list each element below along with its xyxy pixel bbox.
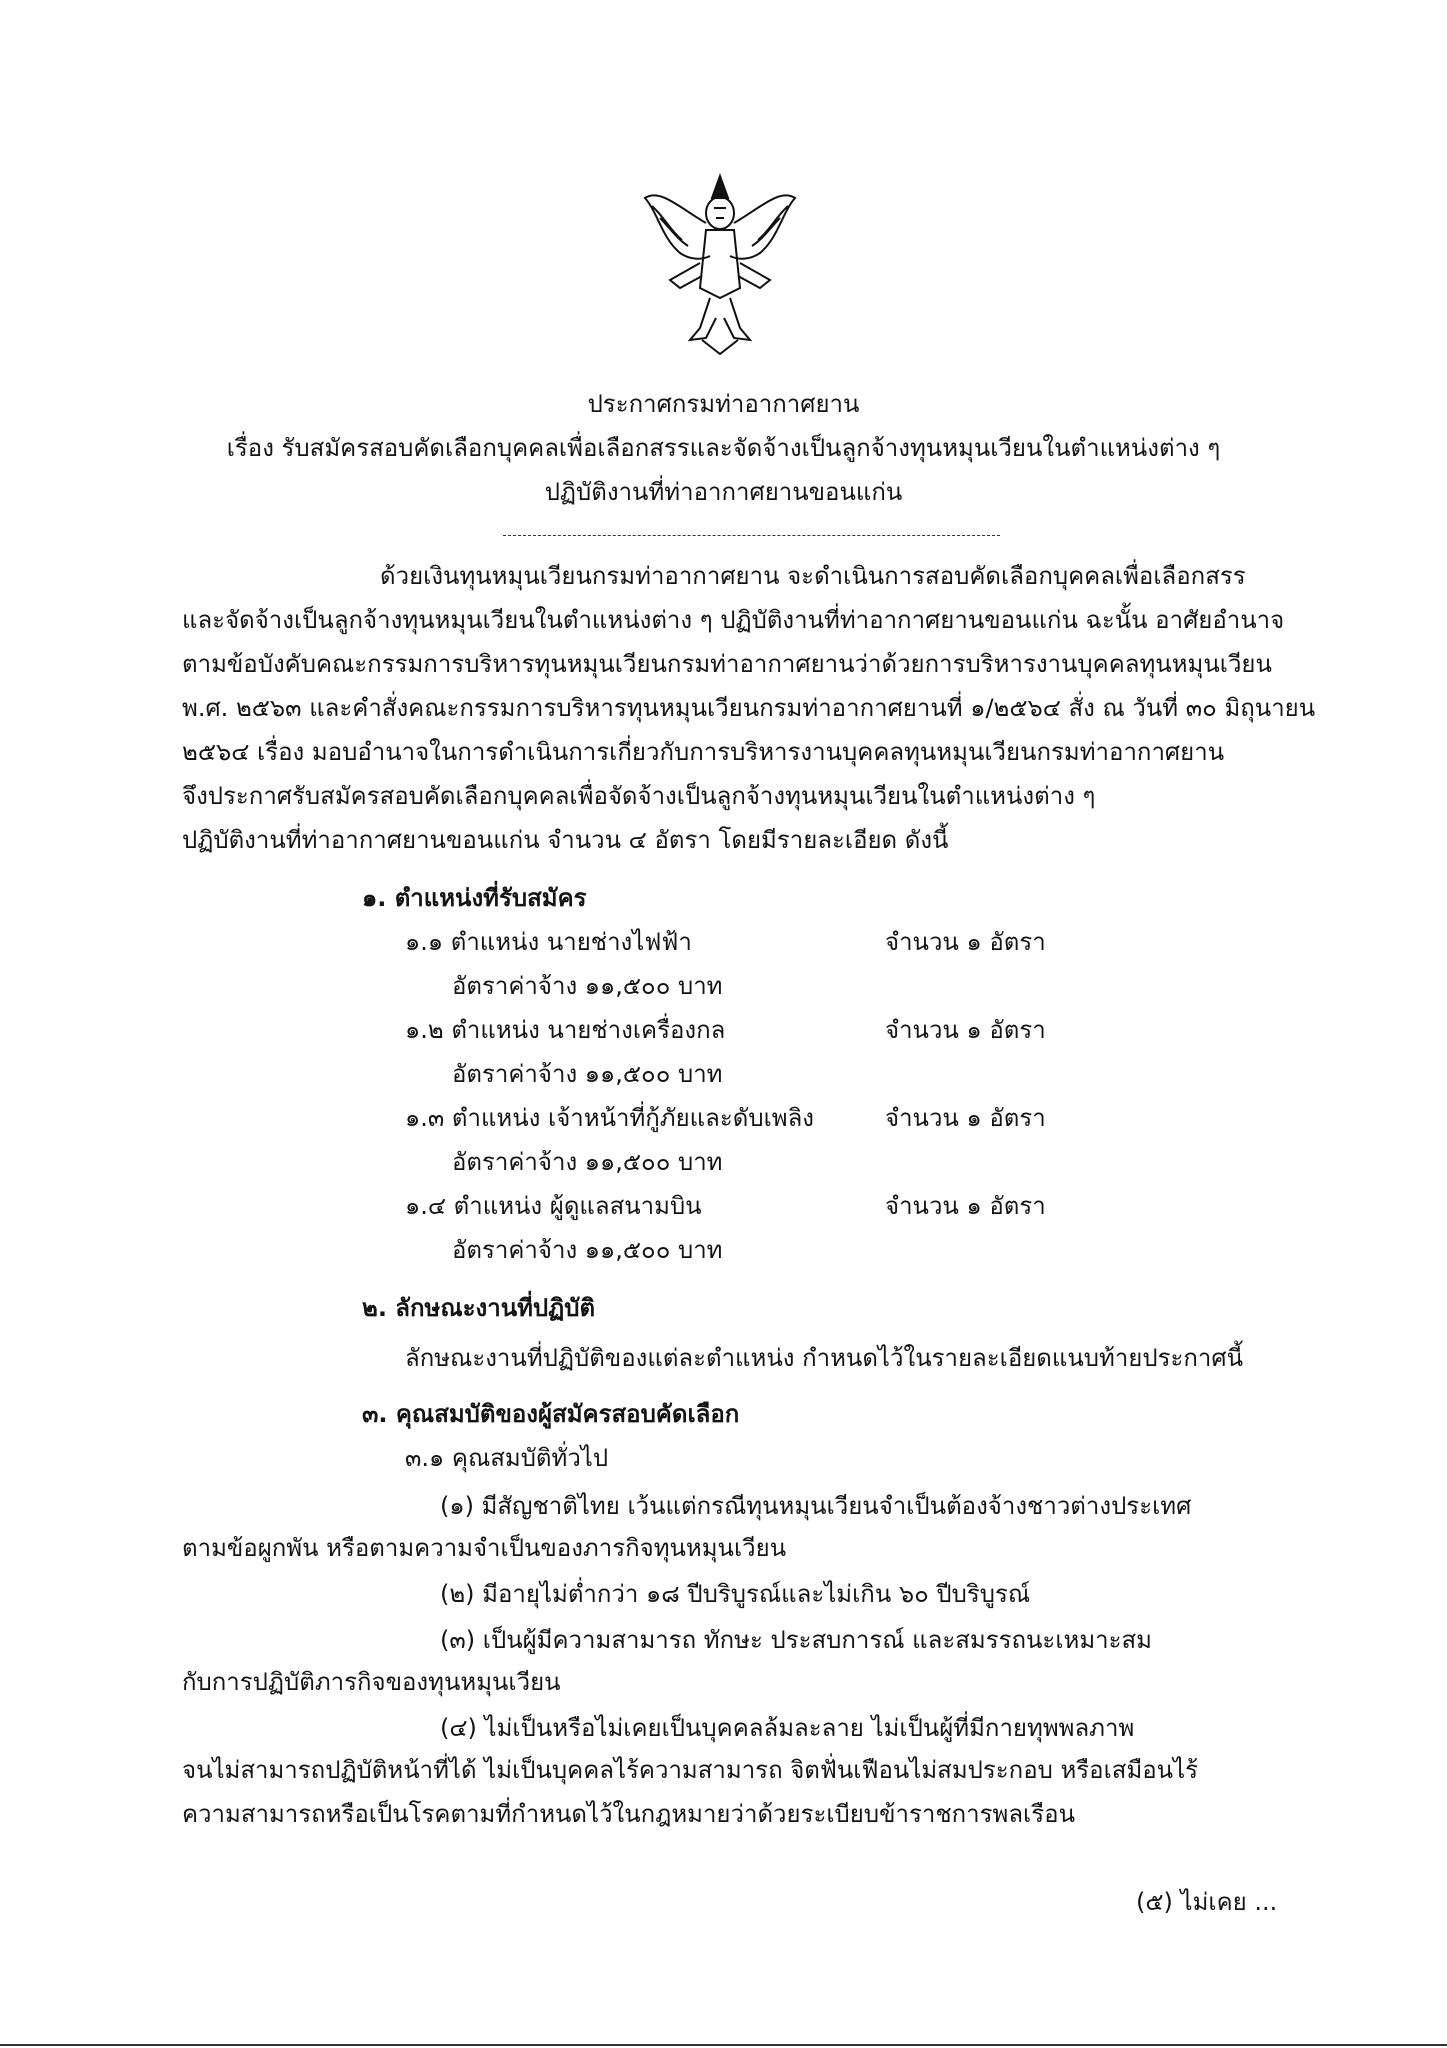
intro-line: จึงประกาศรับสมัครสอบคัดเลือกบุคคลเพื่อจัดจ้างเป็นลูกจ้างทุนหมุนเวียนในตำแหน่งต่าง ๆ xyxy=(182,782,1096,810)
section-heading-duties: ๒. ลักษณะงานที่ปฏิบัติ xyxy=(362,1294,596,1322)
intro-line: ตามข้อบังคับคณะกรรมการบริหารทุนหมุนเวียนกรมท่าอากาศยานว่าด้วยการบริหารงานบุคคลทุนหมุนเวียน xyxy=(182,650,1272,678)
section-heading-qualifications: ๓. คุณสมบัติของผู้สมัครสอบคัดเลือก xyxy=(362,1400,740,1428)
position-title: ๑.๔ ตำแหน่ง ผู้ดูแลสนามบิน xyxy=(405,1192,702,1220)
position-title: ๑.๑ ตำแหน่ง นายช่างไฟฟ้า xyxy=(405,928,692,956)
intro-line: ปฏิบัติงานที่ท่าอากาศยานขอนแก่น จำนวน ๔ อัตรา โดยมีรายละเอียด ดังนี้ xyxy=(182,826,949,854)
continuation-marker: (๕) ไม่เคย ... xyxy=(1136,1888,1278,1916)
position-title: ๑.๓ ตำแหน่ง เจ้าหน้าที่กู้ภัยและดับเพลิง xyxy=(405,1104,815,1132)
duties-text: ลักษณะงานที่ปฏิบัติของแต่ละตำแหน่ง กำหนดไว้ในรายละเอียดแนบท้ายประกาศนี้ xyxy=(405,1344,1244,1372)
announcement-subject: เรื่อง รับสมัครสอบคัดเลือกบุคคลเพื่อเลือกสรรและจัดจ้างเป็นลูกจ้างทุนหมุนเวียนในตำแหน่งต่าง ๆ xyxy=(226,434,1221,462)
qualification-line: ความสามารถหรือเป็นโรคตามที่กำหนดไว้ในกฎหมายว่าด้วยระเบียบข้าราชการพลเรือน xyxy=(182,1800,1075,1828)
qualification-line: (๔) ไม่เป็นหรือไม่เคยเป็นบุคคลล้มละลาย ไม่เป็นผู้ที่มีกายทุพพลภาพ xyxy=(440,1714,1135,1742)
page-bottom-rule xyxy=(0,2044,1447,2046)
section-heading-positions: ๑. ตำแหน่งที่รับสมัคร xyxy=(362,884,587,912)
intro-line: พ.ศ. ๒๕๖๓ และคำสั่งคณะกรรมการบริหารทุนหมุนเวียนกรมท่าอากาศยานที่ ๑/๒๕๖๔ สั่ง ณ วันที่ ๓๐ มิถุนายน xyxy=(182,694,1316,722)
garuda-emblem-icon xyxy=(640,168,800,358)
intro-line: และจัดจ้างเป็นลูกจ้างทุนหมุนเวียนในตำแหน่งต่าง ๆ ปฏิบัติงานที่ท่าอากาศยานขอนแก่น ฉะนั้น อาศัยอำนาจ xyxy=(182,606,1285,634)
position-title: ๑.๒ ตำแหน่ง นายช่างเครื่องกล xyxy=(405,1016,726,1044)
intro-line: ๒๕๖๔ เรื่อง มอบอำนาจในการดำเนินการเกี่ยวกับการบริหารงานบุคคลทุนหมุนเวียนกรมท่าอากาศยาน xyxy=(182,738,1225,766)
qualification-line: (๒) มีอายุไม่ต่ำกว่า ๑๘ ปีบริบูรณ์และไม่เกิน ๖๐ ปีบริบูรณ์ xyxy=(440,1580,1031,1608)
qualification-line: (๑) มีสัญชาติไทย เว้นแต่กรณีทุนหมุนเวียนจำเป็นต้องจ้างชาวต่างประเทศ xyxy=(440,1492,1192,1520)
position-wage: อัตราค่าจ้าง ๑๑,๕๐๐ บาท xyxy=(452,1236,723,1264)
position-count: จำนวน ๑ อัตรา xyxy=(885,928,1046,956)
intro-line: ด้วยเงินทุนหมุนเวียนกรมท่าอากาศยาน จะดำเนินการสอบคัดเลือกบุคคลเพื่อเลือกสรร xyxy=(380,562,1246,590)
announcement-location: ปฏิบัติงานที่ท่าอากาศยานขอนแก่น xyxy=(544,478,903,506)
position-count: จำนวน ๑ อัตรา xyxy=(885,1104,1046,1132)
header-divider xyxy=(503,535,1000,536)
qualifications-subheading: ๓.๑ คุณสมบัติทั่วไป xyxy=(405,1444,609,1472)
qualification-line: กับการปฏิบัติภารกิจของทุนหมุนเวียน xyxy=(182,1668,561,1696)
announcement-org-title: ประกาศกรมท่าอากาศยาน xyxy=(587,390,860,418)
qualification-line: (๓) เป็นผู้มีความสามารถ ทักษะ ประสบการณ์ และสมรรถนะเหมาะสม xyxy=(440,1626,1152,1654)
qualification-line: จนไม่สามารถปฏิบัติหน้าที่ได้ ไม่เป็นบุคคลไร้ความสามารถ จิตฟั่นเฟือนไม่สมประกอบ หรือเสมือนไร้ xyxy=(182,1756,1199,1784)
position-wage: อัตราค่าจ้าง ๑๑,๕๐๐ บาท xyxy=(452,972,723,1000)
position-wage: อัตราค่าจ้าง ๑๑,๕๐๐ บาท xyxy=(452,1060,723,1088)
position-wage: อัตราค่าจ้าง ๑๑,๕๐๐ บาท xyxy=(452,1148,723,1176)
qualification-line: ตามข้อผูกพัน หรือตามความจำเป็นของภารกิจทุนหมุนเวียน xyxy=(182,1534,787,1562)
position-count: จำนวน ๑ อัตรา xyxy=(885,1016,1046,1044)
position-count: จำนวน ๑ อัตรา xyxy=(885,1192,1046,1220)
